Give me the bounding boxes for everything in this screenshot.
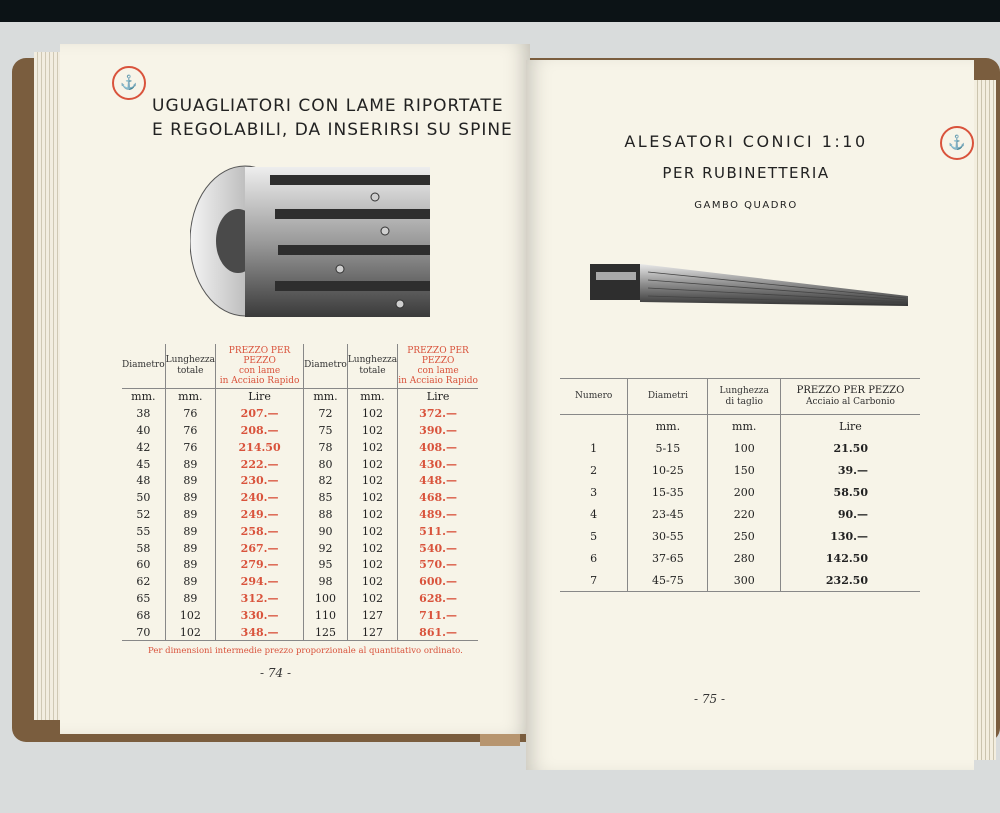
cell-lunghezza: 280 [708,547,781,569]
cell-numero: 3 [590,485,598,499]
cell-numero: 6 [590,551,598,565]
cell-prezzo: 258.— [215,523,303,540]
cell-prezzo: 267.— [215,540,303,557]
cell-prezzo: 249.— [215,506,303,523]
cell-lunghezza: 102 [347,456,397,473]
cell-diametro: 100 [304,590,348,607]
cell-diametro: 78 [304,439,348,456]
cell-diametro: 45 [136,457,151,471]
cell-prezzo: 540.— [398,540,478,557]
cell-numero: 4 [590,507,598,521]
cell-prezzo: 570.— [398,556,478,573]
col-header-prezzo-2 [398,344,478,388]
cell-lunghezza: 102 [347,506,397,523]
right-title-line1: ALESATORI CONICI 1:10 [624,132,868,151]
cell-lunghezza: 89 [165,456,215,473]
table-row [122,607,478,624]
table-row [122,439,478,456]
right-price-table [560,378,920,592]
cell-prezzo: 330.— [215,607,303,624]
cell-diametri: 15-35 [628,481,708,503]
table-row [122,523,478,540]
cell-prezzo: 468.— [398,489,478,506]
cell-diametro: 82 [304,472,348,489]
unit-lire: Lire [215,388,303,405]
cell-prezzo: 39.— [780,459,920,481]
table-row [122,573,478,590]
cell-prezzo: 430.— [398,456,478,473]
cell-diametro: 92 [304,540,348,557]
header-prezzo-line1: PREZZO PER PEZZO [796,385,905,396]
cell-diametro: 80 [304,456,348,473]
col-header-lunghezza-2 [347,344,397,388]
table-row [122,540,478,557]
unit-mm: mm. [304,388,348,405]
cell-diametri: 5-15 [628,437,708,459]
unit-mm: mm. [131,390,156,404]
col-header-lunghezza [708,379,781,415]
cell-lunghezza: 200 [708,481,781,503]
cell-diametro: 110 [304,607,348,624]
header-lunghezza2-line2: totale [359,365,386,376]
cell-lunghezza: 102 [347,472,397,489]
cell-diametro: 52 [136,507,151,521]
cell-prezzo: 208.— [215,422,303,439]
unit-mm: mm. [165,388,215,405]
cell-lunghezza: 102 [347,523,397,540]
cell-lunghezza: 89 [165,556,215,573]
table-row [560,547,920,569]
cell-diametro: 75 [304,422,348,439]
cell-lunghezza: 102 [165,607,215,624]
cell-lunghezza: 89 [165,472,215,489]
cell-lunghezza: 102 [347,439,397,456]
col-header-numero: Numero [575,391,613,401]
cell-diametro: 90 [304,523,348,540]
cell-prezzo: 230.— [215,472,303,489]
cell-lunghezza: 76 [165,439,215,456]
col-header-prezzo [215,344,303,388]
cell-diametro: 125 [304,624,348,641]
table-row [122,556,478,573]
cell-prezzo: 222.— [215,456,303,473]
left-title-line1: UGUAGLIATORI CON LAME RIPORTATE [152,96,504,116]
cell-diametro: 88 [304,506,348,523]
header-prezzo2-line3: in Acciaio Rapido [398,375,478,386]
cell-prezzo: 511.— [398,523,478,540]
cell-lunghezza: 100 [708,437,781,459]
maker-seal-icon: ⚓ [940,126,974,160]
left-price-table [122,344,478,641]
cell-diametro: 72 [304,405,348,422]
cell-numero: 2 [590,463,598,477]
right-page [526,60,974,770]
scan-top-edge [0,0,1000,22]
cell-lunghezza: 89 [165,506,215,523]
conical-reamer-illustration [588,260,918,310]
cell-prezzo: 348.— [215,624,303,641]
cell-lunghezza: 102 [347,556,397,573]
unit-mm: mm. [347,388,397,405]
cell-lunghezza: 102 [347,540,397,557]
cell-diametri: 23-45 [628,503,708,525]
col-header-diametro-2: Diametro [304,344,348,388]
cell-prezzo: 21.50 [780,437,920,459]
col-header-diametri: Diametri [628,379,708,415]
cell-prezzo: 861.— [398,624,478,641]
table-row [560,481,920,503]
header-lunghezza-line1: Lunghezza [165,354,215,365]
cell-prezzo: 58.50 [780,481,920,503]
cell-lunghezza: 102 [347,405,397,422]
cell-lunghezza: 127 [347,624,397,641]
cell-lunghezza: 220 [708,503,781,525]
table-row [122,422,478,439]
cell-prezzo: 214.50 [215,439,303,456]
cell-diametro: 85 [304,489,348,506]
cell-prezzo: 390.— [398,422,478,439]
header-lunghezza2-line1: Lunghezza [347,354,398,365]
cell-lunghezza: 102 [165,624,215,641]
table-row [122,489,478,506]
cell-prezzo: 628.— [398,590,478,607]
cell-prezzo: 711.— [398,607,478,624]
header-prezzo-line2: con lame [238,365,281,376]
cell-numero: 1 [590,441,598,455]
cell-diametri: 10-25 [628,459,708,481]
table-row [560,569,920,592]
cell-lunghezza: 102 [347,489,397,506]
header-prezzo2-line2: con lame [417,365,459,376]
cell-lunghezza: 89 [165,540,215,557]
cell-diametro: 65 [136,591,151,605]
maker-seal-icon: ⚓ [112,66,146,100]
col-header-diametro: Diametro [122,360,165,371]
right-title-line2: PER RUBINETTERIA [662,164,830,182]
cell-diametri: 30-55 [628,525,708,547]
table-row [122,590,478,607]
cell-diametro: 55 [136,524,151,538]
cell-diametro: 95 [304,556,348,573]
cell-diametri: 45-75 [628,569,708,592]
table-row [122,405,478,422]
unit-mm: mm. [708,415,781,438]
table-row [122,506,478,523]
table-row [560,503,920,525]
right-subtitle: GAMBO QUADRO [694,200,798,211]
cell-prezzo: 448.— [398,472,478,489]
cell-prezzo: 312.— [215,590,303,607]
cell-lunghezza: 102 [347,422,397,439]
table-row [122,624,478,641]
cell-prezzo: 489.— [398,506,478,523]
cell-lunghezza: 150 [708,459,781,481]
table-row [560,525,920,547]
reamer-cutter-illustration [190,149,440,329]
cell-prezzo: 372.— [398,405,478,422]
unit-mm: mm. [628,415,708,438]
unit-lire: Lire [398,388,478,405]
page-number-right: - 75 - [694,692,726,706]
col-header-lunghezza [165,344,215,388]
cell-prezzo: 90.— [780,503,920,525]
col-header-prezzo [780,379,920,415]
table-row [122,472,478,489]
left-title-line2: E REGOLABILI, DA INSERIRSI SU SPINE [152,120,513,140]
cell-lunghezza: 300 [708,569,781,592]
cell-diametro: 42 [136,440,151,454]
header-prezzo-line3: in Acciaio Rapido [219,375,300,386]
unit-lire: Lire [780,415,920,438]
cell-prezzo: 207.— [215,405,303,422]
cell-lunghezza: 76 [165,405,215,422]
cell-prezzo: 240.— [215,489,303,506]
table-row [122,456,478,473]
cell-prezzo: 279.— [215,556,303,573]
cell-prezzo: 130.— [780,525,920,547]
cell-lunghezza: 76 [165,422,215,439]
header-lunghezza-line2: totale [177,365,204,376]
cell-lunghezza: 89 [165,489,215,506]
cell-lunghezza: 89 [165,523,215,540]
cell-lunghezza: 127 [347,607,397,624]
header-prezzo-line1: PREZZO PER PEZZO [228,345,291,366]
cell-lunghezza: 250 [708,525,781,547]
cell-diametro: 60 [136,558,151,572]
cell-diametro: 68 [136,608,151,622]
cell-prezzo: 600.— [398,573,478,590]
cell-numero: 7 [590,573,598,587]
cell-diametro: 70 [136,625,151,639]
cell-diametro: 62 [136,575,151,589]
header-lunghezza-line2: di taglio [725,396,763,407]
page-number-left: - 74 - [260,666,292,680]
cell-diametro: 50 [136,491,151,505]
cell-lunghezza: 102 [347,573,397,590]
cell-diametro: 48 [136,474,151,488]
cell-lunghezza: 102 [347,590,397,607]
cell-prezzo: 142.50 [780,547,920,569]
cell-prezzo: 408.— [398,439,478,456]
cell-diametri: 37-65 [628,547,708,569]
header-prezzo-line2: Acciaio al Carbonio [806,397,895,407]
cell-numero: 5 [590,529,598,543]
table-row [560,459,920,481]
cell-diametro: 38 [136,407,151,421]
footnote: Per dimensioni intermedie prezzo proporzionale al quantitativo ordinato. [148,646,463,656]
header-lunghezza-line1: Lunghezza [719,385,769,396]
table-row [560,437,920,459]
left-page [60,44,530,734]
cell-prezzo: 294.— [215,573,303,590]
cell-diametro: 98 [304,573,348,590]
cell-lunghezza: 89 [165,590,215,607]
cell-prezzo: 232.50 [780,569,920,592]
cell-diametro: 58 [136,541,151,555]
cell-diametro: 40 [136,423,151,437]
cell-lunghezza: 89 [165,573,215,590]
header-prezzo2-line1: PREZZO PER PEZZO [407,345,469,366]
